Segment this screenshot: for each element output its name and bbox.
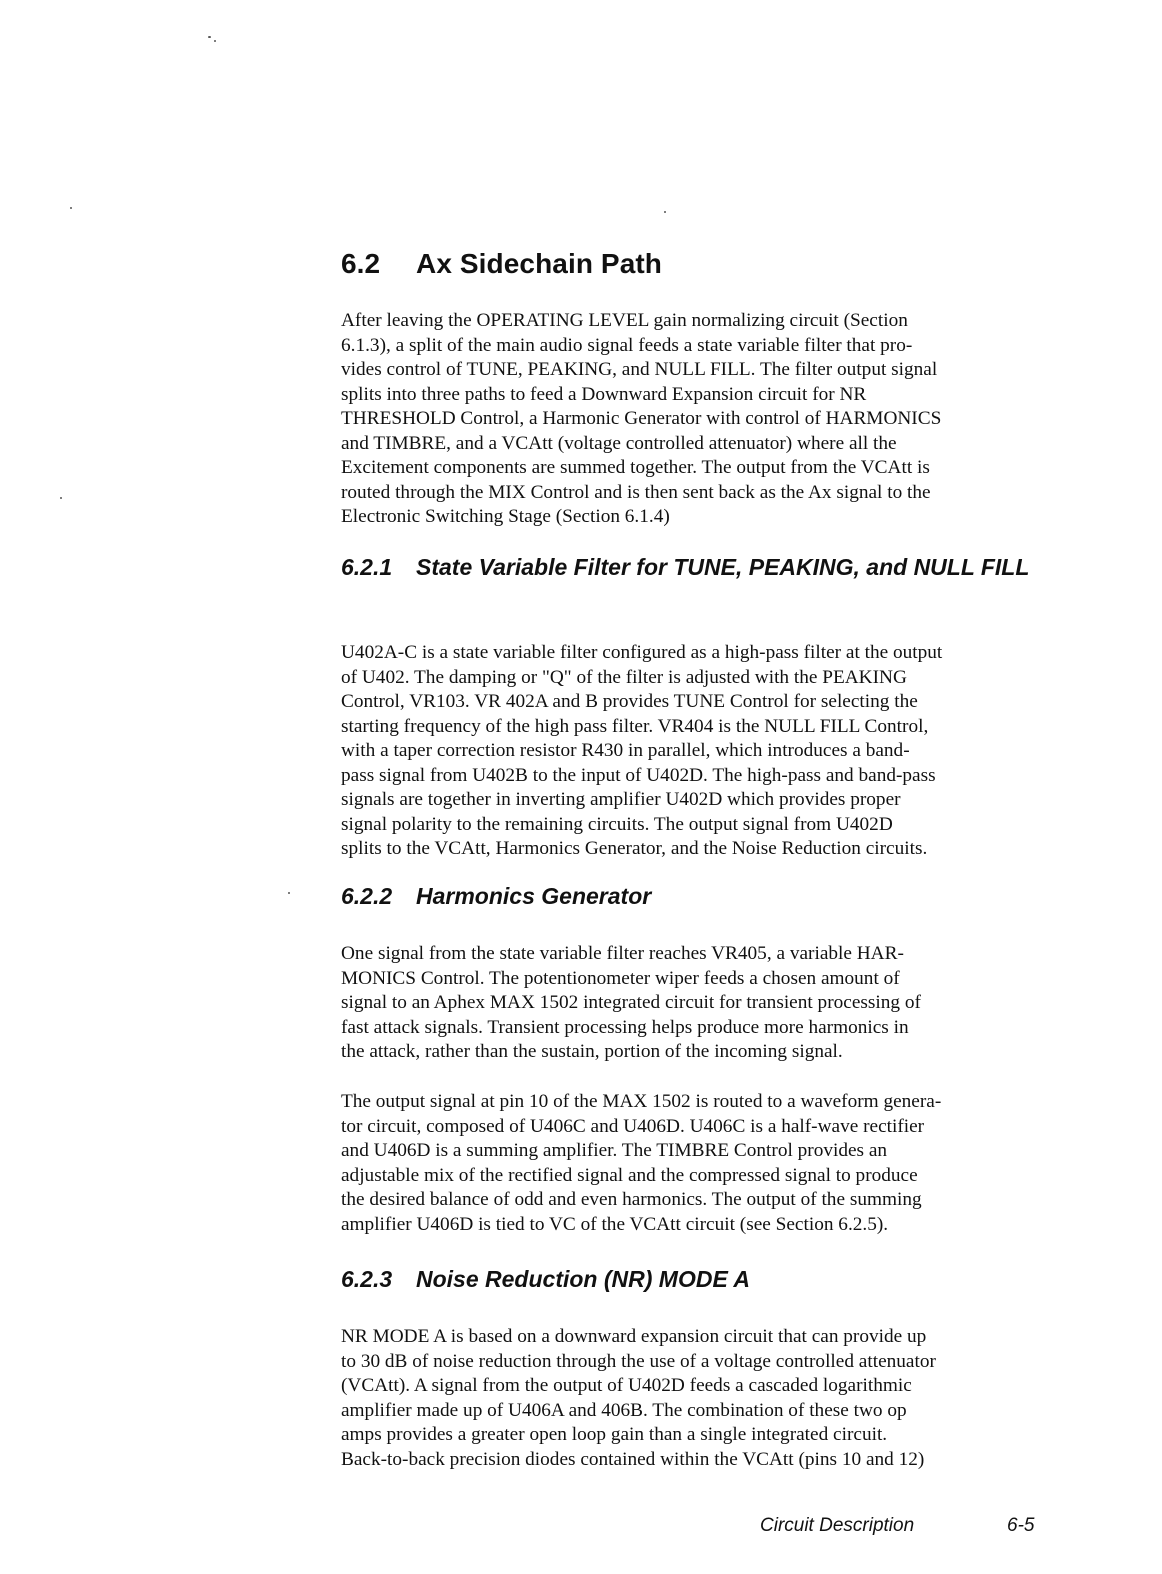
subsection-number: 6.2.3: [341, 1266, 393, 1292]
scan-speck: [70, 207, 72, 209]
footer-page-number: 6-5: [1007, 1515, 1035, 1536]
section-heading: [341, 246, 662, 282]
subsection-title: Harmonics Generator: [416, 883, 652, 909]
subsection-title: State Variable Filter for TUNE, PEAKING, and NULL FILL: [416, 554, 1030, 580]
subsection-heading-6-2-3: [341, 1265, 1031, 1293]
footer-chapter-label: Circuit Description: [760, 1515, 915, 1536]
scan-speck: [664, 211, 666, 213]
section-number: 6.2: [341, 248, 381, 279]
subsection-heading-6-2-1: [341, 553, 1031, 581]
section-title: Ax Sidechain Path: [416, 248, 662, 279]
scan-speck: [214, 40, 216, 42]
subsection-heading-6-2-2: [341, 882, 1031, 910]
subsection-title: Noise Reduction (NR) MODE A: [416, 1266, 750, 1292]
section-intro-paragraph: After leaving the OPERATING LEVEL gain normalizing circuit (Section 6.1.3), a split of the main audio signal feeds a state variable filter that pro- vides control of TUNE, PEAKING, and NULL FILL. The filter output signal splits into three paths to feed a Downward Expansion circuit for NR THRESHOLD Control, a Harmonic Generator with control of HARMONICS and TIMBRE, and a VCAtt (voltage controlled attenuator) where all the Excitement components are summed together. The output from the VCAtt is routed through the MIX Control and is then sent back as the Ax signal to the Electronic Switching Stage (Section 6.1.4): [341, 310, 942, 527]
paragraph-6-2-3: NR MODE A is based on a downward expansion circuit that can provide up to 30 dB of noise reduction through the use of a voltage controlled attenuator (VCAtt). A signal from the output of U402D feeds a cascaded logarithmic amplifier made up of U406A and 406B. The combination of these two op amps provides a greater open loop gain than a single integrated circuit. Back-to-back precision diodes contained within the VCAtt (pins 10 and 12): [341, 1326, 936, 1470]
paragraph-6-2-1: U402A-C is a state variable filter configured as a high-pass filter at the output of U402. The damping or "Q" of the filter is adjusted with the PEAKING Control, VR103. VR 402A and B provides TUNE Control for selecting the starting frequency of the high pass filter. VR404 is the NULL FILL Control, with a taper correction resistor R430 in parallel, which introduces a band- pass signal from U402B to the input of U402D. The high-pass and band-pass signals are together in inverting amplifier U402D which provides proper signal polarity to the remaining circuits. The output signal from U402D splits to the VCAtt, Harmonics Generator, and the Noise Reduction circuits.: [341, 642, 943, 859]
scan-speck: [288, 892, 290, 894]
paragraph-6-2-2-b: The output signal at pin 10 of the MAX 1502 is routed to a waveform genera- tor circuit, composed of U406C and U406D. U406C is a half-wave rectifier and U406D is a summing amplifier. The TIMBRE Control provides an adjustable mix of the rectified signal and the compressed signal to produce the desired balance of odd and even harmonics. The output of the summing amplifier U406D is tied to VC of the VCAtt circuit (see Section 6.2.5).: [341, 1091, 942, 1235]
paragraph-6-2-2-a: One signal from the state variable filter reaches VR405, a variable HAR- MONICS Control. The potentionometer wiper feeds a chosen amount of signal to an Aphex MAX 1502 integrated circuit for transient processing of fast attack signals. Transient processing helps produce more harmonics in the attack, rather than the sustain, portion of the incoming signal.: [341, 943, 921, 1062]
subsection-number: 6.2.2: [341, 883, 393, 909]
scan-speck: [208, 36, 211, 38]
subsection-number: 6.2.1: [341, 554, 393, 580]
scan-speck: [60, 497, 62, 499]
